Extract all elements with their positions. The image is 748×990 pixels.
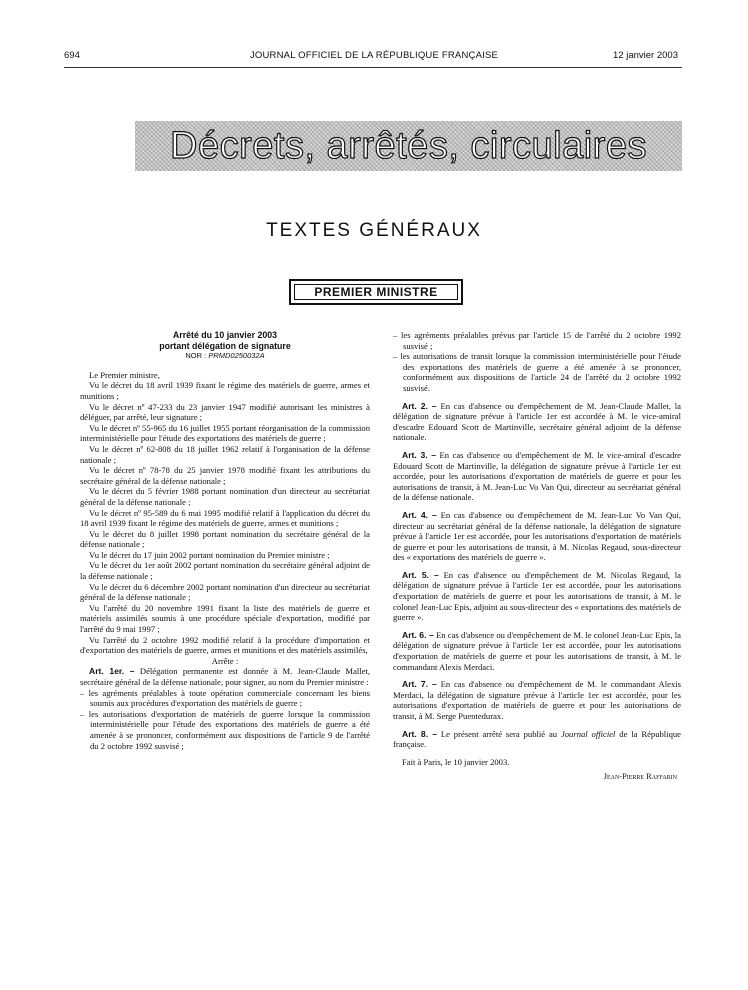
article-6: Art. 6. – En cas d'absence ou d'empêchement de M. le colonel Jean-Luc Epis, la délégation de signature prévue à l'article 1er est accordée, pour les autorisations d'exportation de matériels de guerre et pour les autorisations de transit, à M. le commandant Alexis Merdaci.: [393, 629, 681, 672]
article-1-item: – les autorisations de transit lorsque la commission interministérielle pour l'étude des exportations des matériels de guerre a été amenée à se prononcer, conformément aux dispositions de l'article 24 de l'arrêté du 2 octobre 1992 susvisé.: [393, 351, 681, 393]
banner-title: Décrets, arrêtés, circulaires: [170, 125, 647, 167]
header-rule: [64, 67, 682, 68]
decree-subtitle: portant délégation de signature: [159, 340, 291, 351]
decree-title: Arrêté du 10 janvier 2003: [172, 330, 278, 340]
article-7: Art. 7. – En cas d'absence ou d'empêchement de M. le commandant Alexis Merdaci, la délégation de signature prévue à l'article 1er est accordée, pour les autorisations d'exportation de matériels de guerre et pour les autorisations de transit, à M. Serge Puentedurax.: [393, 679, 681, 721]
visa-item: Vu le décret nº 55-965 du 16 juillet 1955 portant réorganisation de la commission interministérielle pour l'étude des exportations des matériels de guerre ;: [80, 422, 370, 444]
visa-item: Vu le décret du 5 février 1988 portant nomination d'un directeur au secrétariat général de la défense nationale ;: [80, 486, 370, 507]
visa-item: Vu le décret du 17 juin 2002 portant nomination du Premier ministre ;: [89, 549, 330, 560]
section-title: TEXTES GÉNÉRAUX: [266, 220, 482, 241]
ministry-name: PREMIER MINISTRE: [314, 285, 438, 299]
article-1: Art. 1er. – Délégation permanente est donnée à M. Jean-Claude Mallet, secrétaire général de la défense nationale, pour signer, au nom du Premier ministre :: [80, 666, 371, 687]
visa-item: Vu le décret du 6 décembre 2002 portant nomination d'un directeur au secrétariat général de la défense nationale ;: [80, 581, 370, 603]
signature: Jean-Pierre Raffarin: [603, 772, 677, 782]
article-1-item: – les agréments préalables prévus par l'article 15 de l'arrêté du 2 octobre 1992 susvisé ;: [393, 330, 681, 351]
visa-item: Vu le décret nº 47-233 du 23 janvier 1947 modifié autorisant les ministres à déléguer, par arrêté, leur signature ;: [80, 401, 370, 423]
article-3: Art. 3. – En cas d'absence ou d'empêchement de M. le vice-amiral d'escadre Edouard Scott de Martinville, la délégation de signature prévue à l'article 1er est accordée, pour les autorisations d'exportation de matériels de guerre et pour les autorisations de transit, à M. Jean-Luc Vo Van Qui, directeur au secrétariat général de la défense nationale.: [393, 449, 681, 503]
nor-reference: NOR : PRMD0250032A: [185, 351, 265, 361]
article-1-item: – les autorisations d'exportation de matériels de guerre lorsque la commission interministérielle pour l'étude des exportations des matériels de guerre a été amenée à se prononcer, conformément aux dispositions de l'article 9 de l'arrêté du 2 octobre 1992 susvisé ;: [80, 708, 370, 751]
journal-title: JOURNAL OFFICIEL DE LA RÉPUBLIQUE FRANÇAISE: [249, 50, 499, 61]
article-5: Art. 5. – En cas d'absence ou d'empêchement de M. Nicolas Regaud, la délégation de signature prévue à l'article 1er est accordée, pour les autorisations d'exportation de matériels de guerre et pour les autorisations de transit, à M. le colonel Jean-Luc Epis, adjoint au sous-directeur des « exportations des matériels de guerre ».: [393, 569, 681, 623]
decree-intro: Le Premier ministre,: [89, 369, 160, 380]
left-column: [80, 330, 370, 751]
article-8: Art. 8. – Le présent arrêté sera publié au Journal officiel de la République française.: [393, 728, 681, 750]
running-header: [0, 50, 748, 66]
visa-item: Vu l'arrêté du 2 octobre 1992 modifié relatif à la procédure d'importation et d'exportation des matériels de guerre, armes et munitions et des matériels assimilés,: [80, 634, 370, 656]
section-banner: [135, 121, 682, 171]
done-at: Fait à Paris, le 10 janvier 2003.: [402, 756, 510, 767]
visa-item: Vu le décret du 1er août 2002 portant nomination du secrétaire général adjoint de la défense nationale ;: [80, 560, 370, 582]
article-list: [393, 394, 681, 722]
page-number: 694: [64, 50, 80, 61]
visa-item: Vu l'arrêté du 20 novembre 1991 fixant la liste des matériels de guerre et matériels assimilés soumis à une procédure spéciale d'exportation, modifié par l'arrêté du 9 mai 1997 ;: [80, 602, 370, 635]
visa-list: [80, 380, 370, 655]
visa-item: Vu le décret du 8 juillet 1998 portant nomination du secrétaire général de la défense nationale ;: [80, 528, 370, 550]
ministry-box: [289, 279, 463, 305]
right-column: [393, 330, 681, 783]
article-1-item: – les agréments préalables à toute opération commerciale concernant les biens soumis aux procédures d'exportation des matériels de guerre ;: [80, 687, 370, 709]
visa-item: Vu le décret nº 78-78 du 25 janvier 1978 modifié fixant les attributions du secrétaire général de la défense nationale ;: [80, 465, 370, 486]
article-4: Art. 4. – En cas d'absence ou d'empêchement de M. Jean-Luc Vo Van Qui, directeur au secrétariat général de la défense nationale, la délégation de signature prévue à l'article 1er est accordée, pour les autorisations d'exportation de matériels de guerre et pour les autorisations de transit, à M. Nicolas Regaud, sous-directeur des « exportations des matériels de guerre ».: [393, 509, 681, 563]
article-2: Art. 2. – En cas d'absence ou d'empêchement de M. Jean-Claude Mallet, la délégation de signature prévue à l'article 1er est accordée à M. le vice-amiral d'escadre Edouard Scott de Martinville, secrétaire général adjoint de la défense nationale.: [393, 400, 682, 443]
visa-item: Vu le décret nº 62-808 du 18 juillet 1962 relatif à l'organisation de la défense nationale ;: [80, 443, 370, 465]
visa-item: Vu le décret du 18 avril 1939 fixant le régime des matériels de guerre, armes et munitions ;: [80, 380, 370, 401]
issue-date: 12 janvier 2003: [613, 50, 678, 61]
arrete-line: Arrête :: [211, 655, 239, 666]
visa-item: Vu le décret nº 95-589 du 6 mai 1995 modifié relatif à l'application du décret du 18 avril 1939 fixant le régime des matériels de guerre, armes et munitions ;: [80, 507, 370, 529]
